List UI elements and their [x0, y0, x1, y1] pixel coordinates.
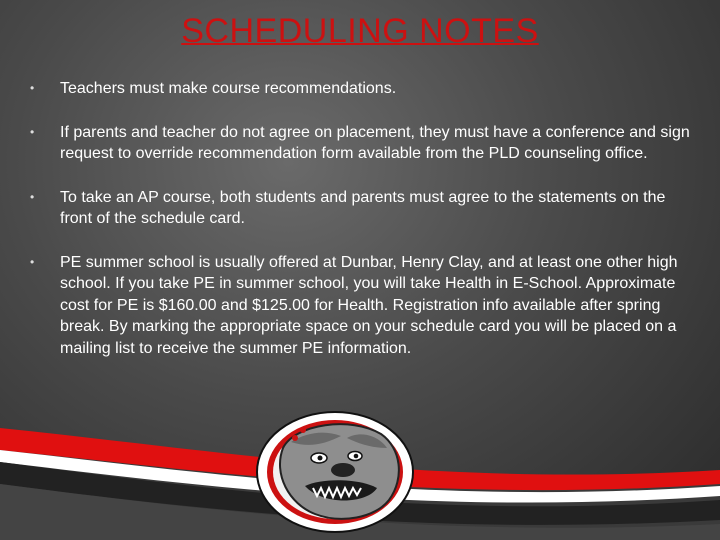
bullet-text: PE summer school is usually offered at Dunbar, Henry Clay, and at least one other high school. If you take PE in summer school, you will take Health in E-School. Approximate cost for PE is $160.00 and $125.00 for Health. Registration info available after spring break. By marking the appropriate space on your schedule card you will be placed on a mailing list to receive the summer PE information. [60, 253, 678, 357]
bullet-item [24, 252, 694, 360]
bullet-item [24, 122, 694, 165]
bullet-glyph: • [30, 124, 35, 139]
bullet-glyph: • [30, 189, 35, 204]
bullet-item [24, 187, 694, 230]
bullet-glyph: • [30, 254, 35, 269]
bulldog-mascot-icon [255, 408, 415, 533]
bullet-list [24, 78, 694, 381]
bullet-text: If parents and teacher do not agree on placement, they must have a conference and sign request to override recommendation form available from the PLD counseling office. [60, 123, 690, 162]
slide-title: SCHEDULING NOTES [181, 12, 539, 50]
bullet-item [24, 78, 694, 100]
bullet-text: Teachers must make course recommendations. [60, 80, 397, 97]
bullet-text: To take an AP course, both students and parents must agree to the statements on the front of the schedule card. [60, 188, 666, 227]
bullet-glyph: • [30, 81, 35, 95]
